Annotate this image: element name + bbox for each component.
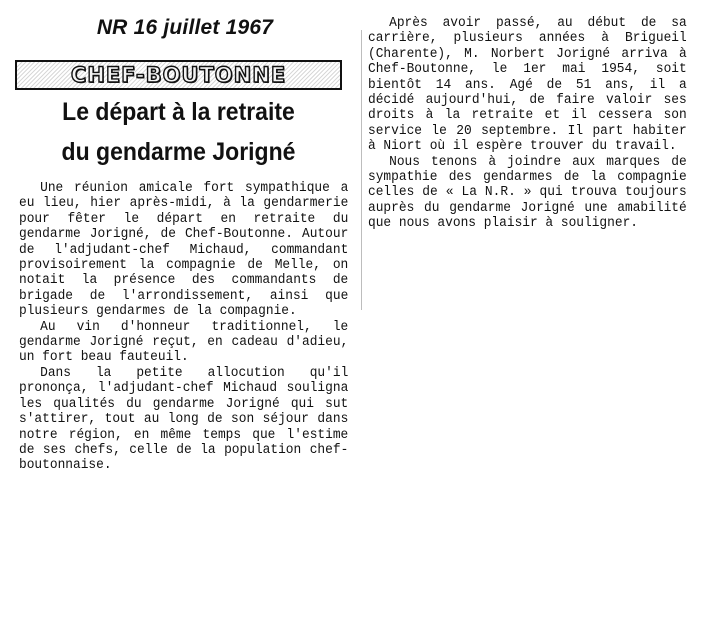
paragraph: Au vin d'honneur traditionnel, le gendarme Jorigné reçut, en cadeau d'adieu, un fort beau fauteuil. [19, 319, 349, 366]
article-column-right [368, 16, 687, 232]
column-divider [361, 30, 362, 310]
section-title: CHEF-BOUTONNE [70, 63, 287, 87]
paragraph: Une réunion amicale fort sympathique a eu lieu, hier après-midi, à la gendarmerie pour fêter le départ en retraite du gendarme Jorigné, de Chef-Boutonne. Autour de l'adjudant-chef Michaud, commandant provisoirement la compagnie de Melle, on notait la présence des commandants de brigade de l'arrondissement, ainsi que plusieurs gendarmes de la compagnie. [19, 181, 349, 320]
paragraph: Après avoir passé, au début de sa carrière, plusieurs années à Brigueil (Charente), M. Norbert Jorigné arriva à Chef-Boutonne, le 1er mai 1954, soit bientôt 14 ans. Agé de 51 ans, il a décidé aujourd'hui, de faire valoir ses droits à la retraite et il cessera son service le 20 septembre. Il part habiter à Niort où il espère trouver du travail. [368, 16, 687, 155]
headline-line-2: du gendarme Jorigné [61, 138, 296, 166]
article-headline [28, 92, 329, 172]
source-date: NR 16 juillet 1967 [96, 16, 274, 39]
paragraph: Nous tenons à joindre aux marques de sympathie des gendarmes de la compagnie celles de « La N.R. » qui trouva toujours auprès du gendarme Jorigné une amabilité que nous avons plaisir à souligner. [368, 154, 687, 232]
article-column-left [19, 181, 348, 474]
headline-line-1: Le départ à la retraite [62, 98, 295, 126]
paragraph: Dans la petite allocution qu'il prononça, l'adjudant-chef Michaud souligna les qualités du gendarme Jorigné qui sut s'attirer, tout au long de son séjour dans notre région, en même temps que l'estime de ses chefs, celle de la population chef-boutonnaise. [19, 365, 349, 474]
section-banner [15, 60, 342, 90]
